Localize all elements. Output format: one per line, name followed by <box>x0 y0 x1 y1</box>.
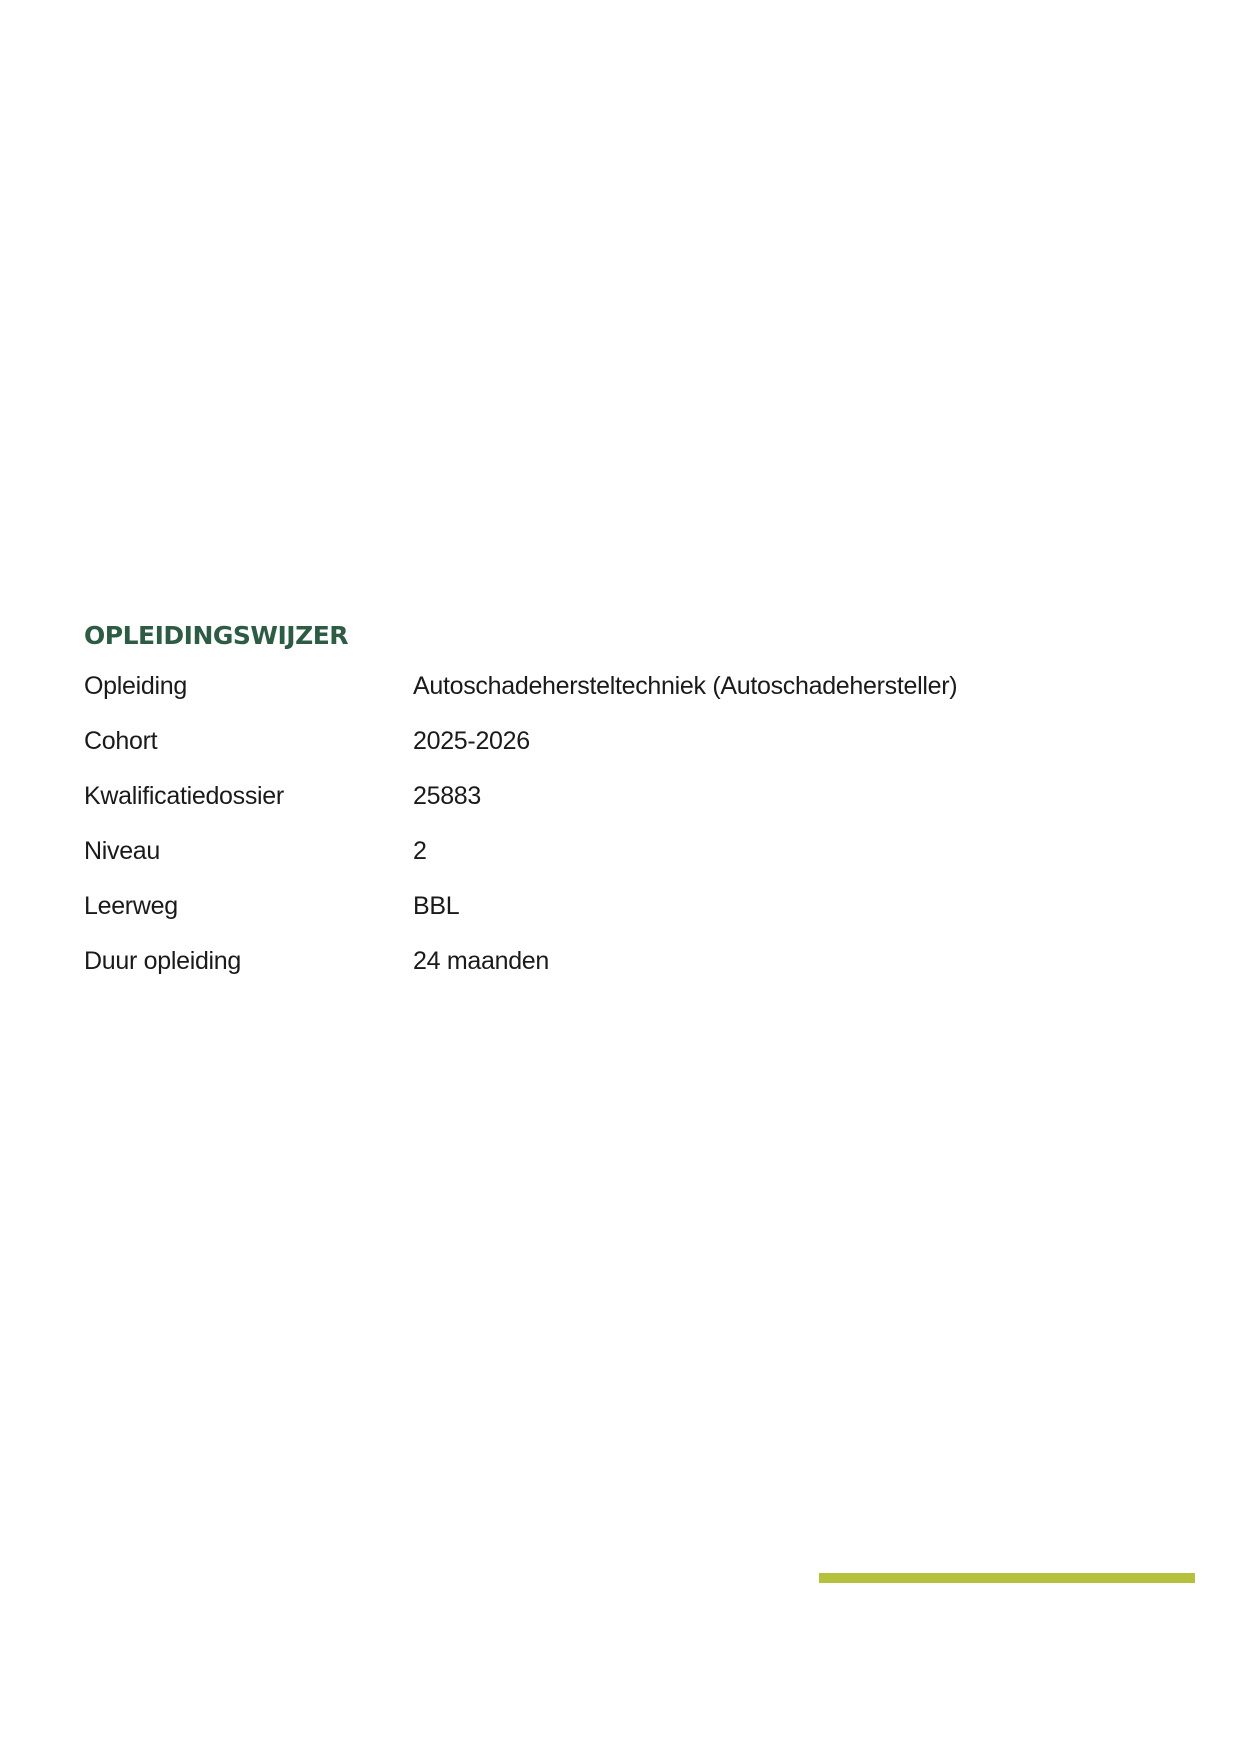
info-value: 25883 <box>413 782 482 810</box>
info-value: 2 <box>413 837 427 865</box>
info-row-kwalificatiedossier <box>84 779 1084 834</box>
info-row-opleiding <box>84 669 1084 724</box>
info-value: 2025-2026 <box>413 727 530 755</box>
info-label: Kwalificatiedossier <box>84 782 284 810</box>
info-row-leerweg <box>84 889 1084 944</box>
info-value: 24 maanden <box>413 947 550 975</box>
info-label: Niveau <box>84 837 161 865</box>
info-row-cohort <box>84 724 1084 779</box>
info-label: Opleiding <box>84 672 187 700</box>
info-row-niveau <box>84 834 1084 889</box>
accent-bar <box>819 1573 1195 1583</box>
page-title: OPLEIDINGSWIJZER <box>84 621 349 650</box>
info-value: Autoschadehersteltechniek (Autoschadehersteller) <box>413 672 958 700</box>
info-label: Duur opleiding <box>84 947 242 975</box>
info-value: BBL <box>413 892 460 920</box>
info-label: Cohort <box>84 727 158 755</box>
info-table <box>84 669 1084 999</box>
info-row-duur-opleiding <box>84 944 1084 999</box>
info-label: Leerweg <box>84 892 178 920</box>
